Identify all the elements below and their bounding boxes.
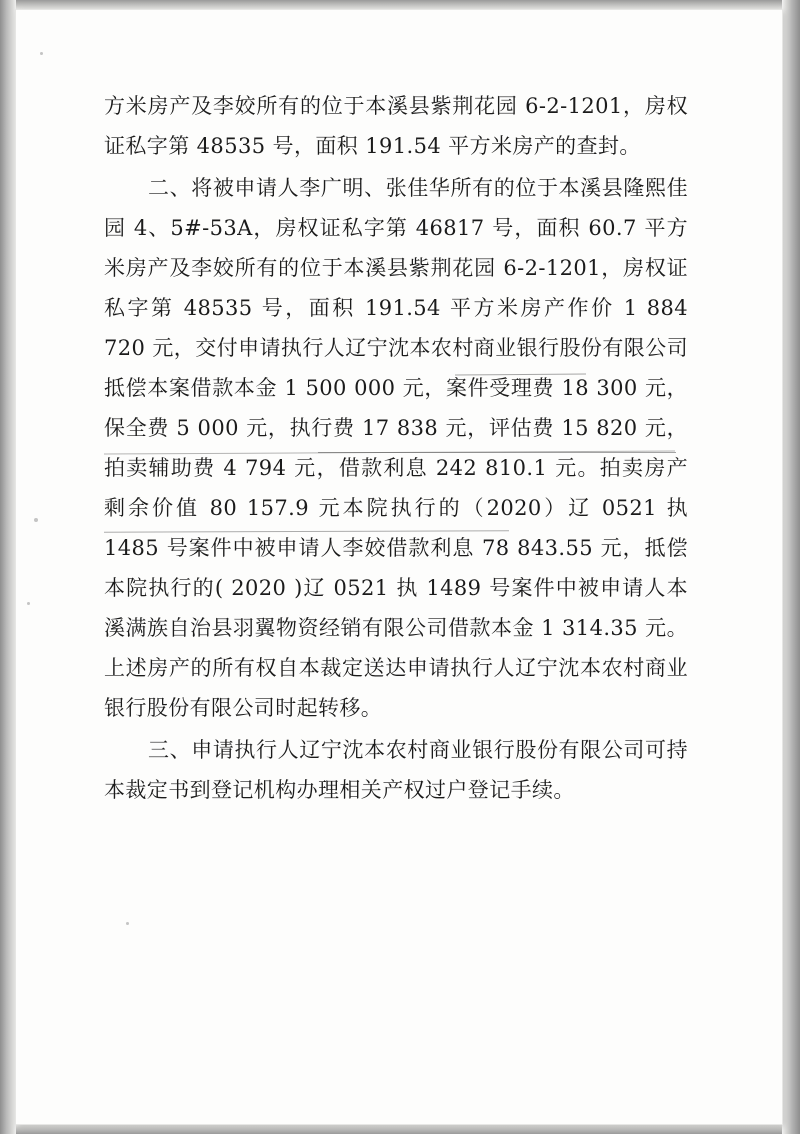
scan-speck (126, 922, 129, 925)
paragraph-item-2: 二、将被申请人李广明、张佳华所有的位于本溪县隆熙佳园 4、5#-53A，房权证私字第 46817 号，面积 60.7 平方米房产及李姣所有的位于本溪县紫荆花园 6-2-1201，房权证私字第 48535 号，面积 191.54 平方米房产作价 1 884 720 元，交付申请执行人辽宁沈本农村商业银行股份有限公司抵偿本案借款本金 1 500 000 元，案件受理费 18 300 元，保全费 5 000 元，执行费 17 838 元，评估费 15 820 元，拍卖辅助费 4 794 元，借款利息 242 810.1 元。拍卖房产剩余价值 80 157.9 元本院执行的（2020）辽 0521 执 1485 号案件中被申请人李姣借款利息 78 843.55 元，抵偿本院执行的( 2020 )辽 0521 执 1489 号案件中被申请人本溪满族自治县羽翼物资经销有限公司借款本金 1 314.35 元。上述房产的所有权自本裁定送达申请执行人辽宁沈本农村商业银行股份有限公司时起转移。 (104, 176, 688, 720)
scan-speck (34, 518, 38, 522)
scan-speck (40, 52, 43, 55)
scan-edge-top (0, 0, 800, 10)
scan-edge-right (782, 0, 800, 1134)
paragraph-continued: 方米房产及李姣所有的位于本溪县紫荆花园 6-2-1201，房权证私字第 48535 号，面积 191.54 平方米房产的查封。 (104, 94, 688, 158)
scan-edge-left (0, 0, 16, 1134)
scan-speck (27, 602, 30, 605)
paragraph-item-3: 三、申请执行人辽宁沈本农村商业银行股份有限公司可持本裁定书到登记机构办理相关产权过户登记手续。 (104, 738, 688, 802)
document-body (104, 86, 688, 810)
handwritten-underline-annotation (318, 452, 676, 453)
scan-edge-bottom (0, 1124, 800, 1134)
